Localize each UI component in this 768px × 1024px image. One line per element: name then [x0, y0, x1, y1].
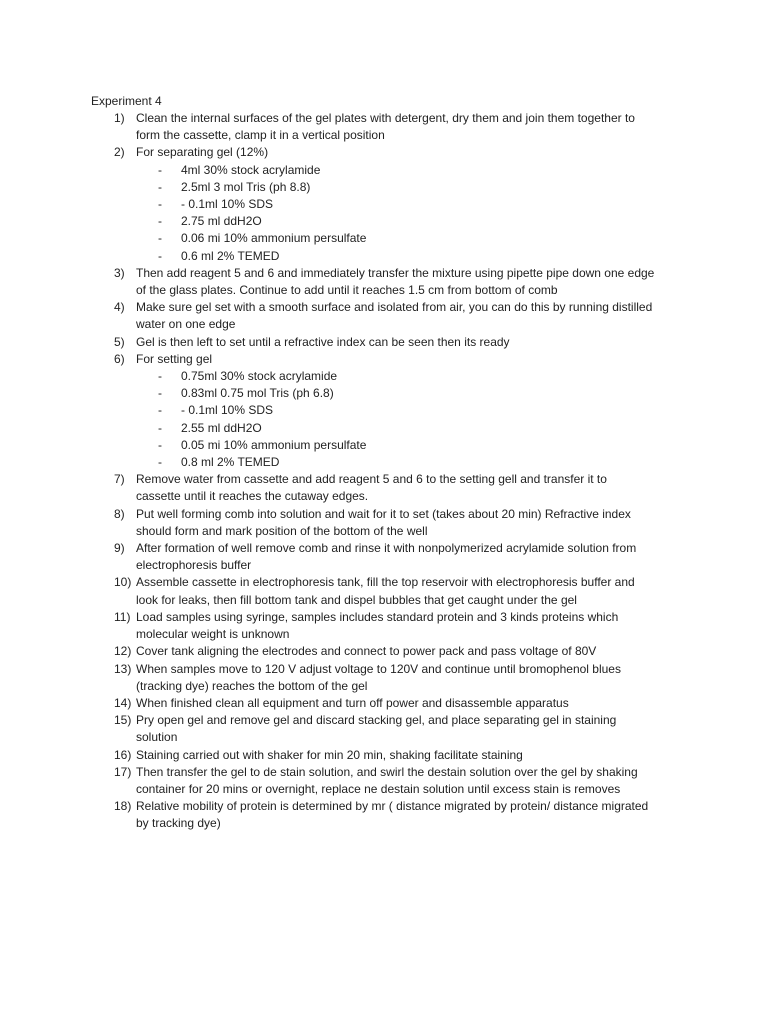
reagent-text: 2.75 ml ddH2O	[181, 214, 262, 229]
step-text-line: by tracking dye)	[136, 816, 221, 831]
bullet-dash: -	[158, 403, 162, 418]
step-text-line: water on one edge	[136, 317, 236, 332]
reagent-text: 0.06 mi 10% ammonium persulfate	[181, 231, 367, 246]
step-text-line: of the glass plates. Continue to add until it reaches 1.5 cm from bottom of comb	[136, 283, 558, 298]
step-item	[91, 798, 691, 832]
step-number: 17)	[114, 764, 132, 779]
step-number: 15)	[114, 713, 132, 728]
setting-gel-reagent	[91, 368, 691, 385]
step-number: 11)	[114, 609, 131, 624]
reagent-text: 0.6 ml 2% TEMED	[181, 248, 280, 263]
step-number: 9)	[114, 541, 125, 556]
step-text-line: Make sure gel set with a smooth surface and isolated from air, you can do this by running distilled	[136, 300, 653, 315]
step-number: 18)	[114, 799, 132, 814]
bullet-dash: -	[158, 369, 162, 384]
reagent-text: 0.05 mi 10% ammonium persulfate	[181, 437, 367, 452]
step-text-line: container for 20 mins or overnight, replace ne destain solution until excess stain is removes	[136, 781, 621, 796]
step-item	[91, 299, 691, 333]
separating-gel-reagent	[91, 248, 691, 265]
step-item	[91, 506, 691, 540]
step-text-line: For setting gel	[136, 351, 213, 366]
separating-gel-reagent	[91, 230, 691, 247]
step-number: 1)	[114, 111, 125, 125]
separating-gel-reagent	[91, 196, 691, 213]
step-text-line: Gel is then left to set until a refractive index can be seen then its ready	[136, 334, 510, 349]
step-item	[91, 695, 691, 712]
document-title: Experiment 4	[91, 94, 162, 108]
bullet-dash: -	[158, 162, 162, 177]
step-number: 5)	[114, 334, 125, 349]
step-number: 14)	[114, 695, 132, 710]
step-item	[91, 334, 691, 351]
step-number: 8)	[114, 506, 125, 521]
setting-gel-reagent	[91, 385, 691, 402]
step-item	[91, 643, 691, 660]
step-number: 7)	[114, 472, 125, 487]
bullet-dash: -	[158, 455, 162, 470]
reagent-text: 2.55 ml ddH2O	[181, 420, 262, 435]
step-text-line: Load samples using syringe, samples includes standard protein and 3 kinds proteins which	[136, 609, 619, 624]
step-item	[91, 265, 691, 299]
step-number: 16)	[114, 747, 132, 762]
step-text-line: Put well forming comb into solution and wait for it to set (takes about 20 min) Refractive index	[136, 506, 631, 521]
step-text-line: When samples move to 120 V adjust voltage to 120V and continue until bromophenol blues	[136, 661, 621, 676]
bullet-dash: -	[158, 386, 162, 401]
step-number: 2)	[114, 145, 125, 160]
bullet-dash: -	[158, 248, 162, 263]
reagent-text: - 0.1ml 10% SDS	[181, 403, 274, 418]
reagent-text: 2.5ml 3 mol Tris (ph 8.8)	[181, 179, 311, 194]
step-text-line: solution	[136, 730, 178, 745]
setting-gel-reagent	[91, 437, 691, 454]
step-text-line: electrophoresis buffer	[136, 558, 252, 573]
step-text-line: Cover tank aligning the electrodes and connect to power pack and pass voltage of 80V	[136, 644, 597, 659]
step-item	[91, 110, 691, 144]
step-number: 3)	[114, 265, 125, 280]
step-text-line: Pry open gel and remove gel and discard stacking gel, and place separating gel in staining	[136, 713, 617, 728]
separating-gel-reagent	[91, 179, 691, 196]
step-item	[91, 661, 691, 695]
bullet-dash: -	[158, 214, 162, 229]
separating-gel-reagent	[91, 162, 691, 179]
step-item	[91, 471, 691, 505]
step-text-line: After formation of well remove comb and rinse it with nonpolymerized acrylamide solution from	[136, 541, 637, 556]
step-number: 10)	[114, 575, 132, 590]
step-text-line: For separating gel (12%)	[136, 145, 269, 160]
step-item	[91, 764, 691, 798]
step-text-line: (tracking dye) reaches the bottom of the gel	[136, 678, 368, 693]
step-item	[91, 574, 691, 608]
step-text-line: Staining carried out with shaker for min 20 min, shaking facilitate staining	[136, 747, 523, 762]
step-text-line: Then add reagent 5 and 6 and immediately transfer the mixture using pipette pipe down one edge	[136, 265, 655, 280]
procedure-list	[91, 110, 691, 833]
reagent-text: 4ml 30% stock acrylamide	[181, 162, 321, 177]
step-text-line: Relative mobility of protein is determined by mr ( distance migrated by protein/ distance migrated	[136, 799, 649, 814]
step-item	[91, 747, 691, 764]
bullet-dash: -	[158, 231, 162, 246]
step-item	[91, 609, 691, 643]
step-item	[91, 144, 691, 161]
step-text-line: Assemble cassette in electrophoresis tank, fill the top reservoir with electrophoresis buffer and	[136, 575, 635, 590]
separating-gel-reagent	[91, 213, 691, 230]
step-text-line: form the cassette, clamp it in a vertical position	[136, 128, 385, 143]
reagent-text: - 0.1ml 10% SDS	[181, 197, 274, 212]
step-number: 12)	[114, 644, 132, 659]
step-item	[91, 351, 691, 368]
step-text-line: Remove water from cassette and add reagent 5 and 6 to the setting gell and transfer it to	[136, 472, 607, 487]
step-item	[91, 712, 691, 746]
step-text-line: cassette until it reaches the cutaway edges.	[136, 489, 369, 504]
reagent-text: 0.83ml 0.75 mol Tris (ph 6.8)	[181, 386, 334, 401]
step-number: 13)	[114, 661, 132, 676]
step-text-line: molecular weight is unknown	[136, 627, 290, 642]
setting-gel-reagent	[91, 454, 691, 471]
step-text-line: look for leaks, then fill bottom tank and dispel bubbles that get caught under the gel	[136, 592, 577, 607]
setting-gel-reagent	[91, 402, 691, 419]
step-text-line: should form and mark position of the bottom of the well	[136, 523, 428, 538]
step-text-line: Then transfer the gel to de stain solution, and swirl the destain solution over the gel by shaking	[136, 764, 638, 779]
reagent-text: 0.8 ml 2% TEMED	[181, 455, 280, 470]
step-item	[91, 540, 691, 574]
step-number: 6)	[114, 351, 125, 366]
reagent-text: 0.75ml 30% stock acrylamide	[181, 369, 338, 384]
step-text-line: Clean the internal surfaces of the gel plates with detergent, dry them and join them together to	[136, 111, 635, 125]
bullet-dash: -	[158, 197, 162, 212]
bullet-dash: -	[158, 420, 162, 435]
step-text-line: When finished clean all equipment and turn off power and disassemble apparatus	[136, 695, 569, 710]
setting-gel-reagent	[91, 420, 691, 437]
bullet-dash: -	[158, 179, 162, 194]
step-number: 4)	[114, 300, 125, 315]
bullet-dash: -	[158, 437, 162, 452]
